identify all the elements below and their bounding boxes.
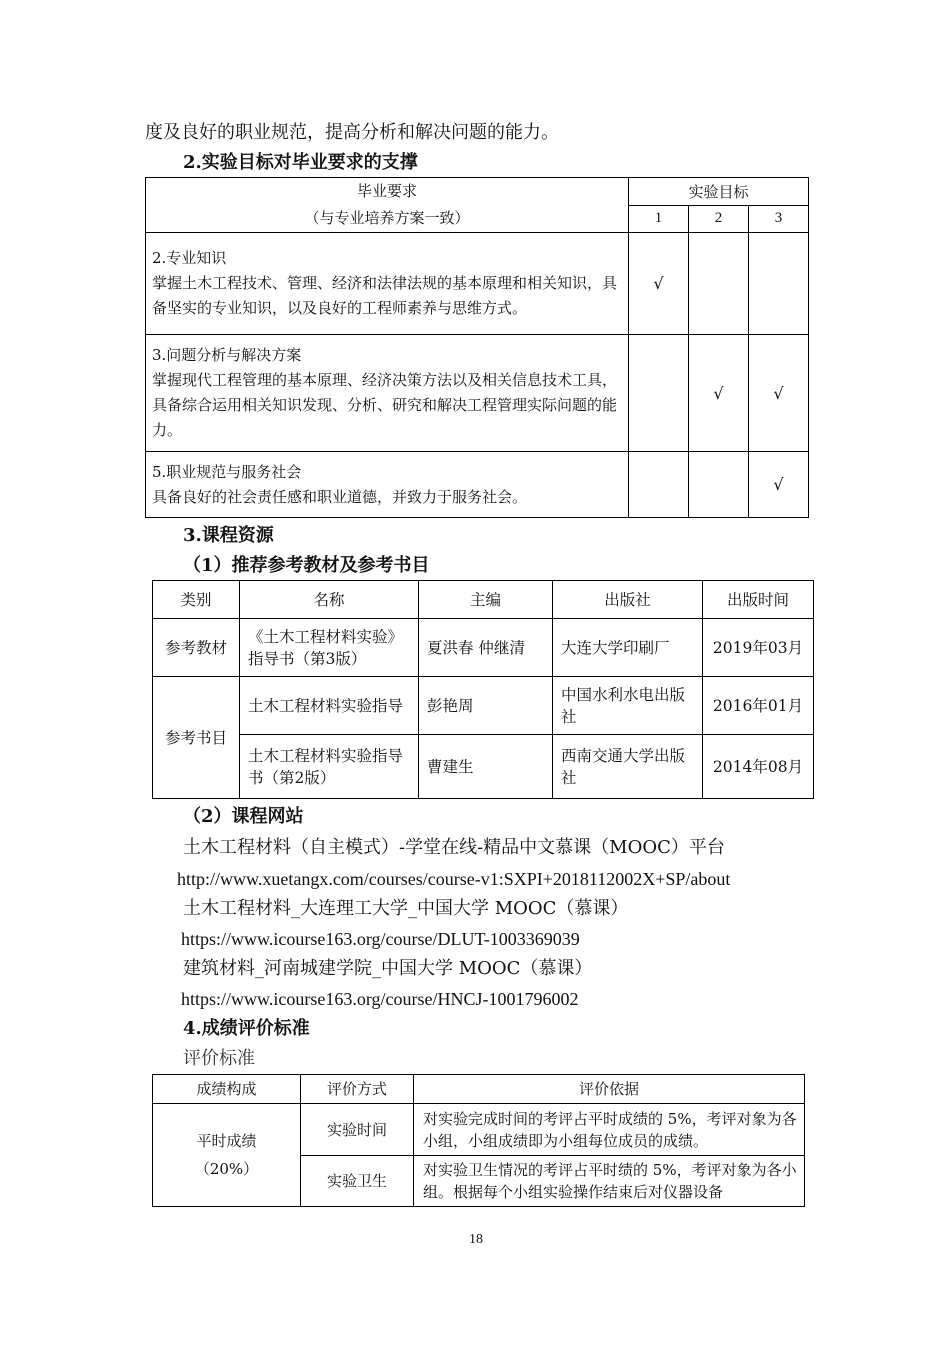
- grade-method: 实验卫生: [301, 1156, 414, 1207]
- table-row: [146, 233, 809, 335]
- req-header-line2: （与专业培养方案一致）: [304, 209, 470, 227]
- site-url-link[interactable]: http://www.xuetangx.com/courses/course-v1:SXPI+2018112002X+SP/about: [177, 869, 731, 889]
- table-row: [153, 677, 814, 735]
- col-header: 出版时间: [703, 581, 814, 619]
- check-mark: [629, 452, 689, 518]
- req-header-line1: 毕业要求: [356, 182, 417, 200]
- site-title: 土木工程材料（自主模式）-学堂在线-精品中文慕课（MOOC）平台: [183, 837, 725, 858]
- req-cell: [146, 335, 629, 452]
- col-header: 评价依据: [414, 1075, 805, 1104]
- websites-subheading: （2）课程网站: [183, 806, 304, 827]
- section-4-heading: 4.成绩评价标准: [183, 1018, 310, 1039]
- book-editor: 彭艳周: [419, 677, 553, 735]
- check-mark: [629, 335, 689, 452]
- req-text: 掌握现代工程管理的基本原理、经济决策方法以及相关信息技术工具，具备综合运用相关知识发现、分析、研究和解决工程管理实际问题的能力。: [152, 371, 618, 439]
- check-mark: [689, 233, 749, 335]
- goals-header: 实验目标: [629, 178, 809, 206]
- section-2-heading: 2.实验目标对毕业要求的支撑: [183, 152, 418, 173]
- site-url-link[interactable]: https://www.icourse163.org/course/HNCJ-1001796002: [181, 989, 579, 1009]
- col-header: 类别: [153, 581, 240, 619]
- site-title: 建筑材料_河南城建学院_中国大学 MOOC（慕课）: [183, 958, 593, 979]
- grading-table: [152, 1074, 805, 1207]
- page-number: 18: [469, 1232, 483, 1247]
- books-table: [152, 580, 814, 799]
- req-cell: [146, 233, 629, 335]
- book-name: 土木工程材料实验指导书（第2版）: [240, 735, 419, 799]
- grade-component-label: 平时成绩: [196, 1132, 257, 1150]
- grade-method: 实验时间: [301, 1104, 414, 1156]
- book-date: 2014年08月: [703, 735, 814, 799]
- goal-col-2: 2: [689, 205, 749, 233]
- req-text: 掌握土木工程技术、管理、经济和法律法规的基本原理和相关知识，具备坚实的专业知识，以及良好的工程师素养与思维方式。: [152, 274, 618, 317]
- intro-text: 度及良好的职业规范，提高分析和解决问题的能力。: [145, 122, 559, 143]
- grade-component-pct: （20%）: [194, 1160, 259, 1178]
- book-editor: 曹建生: [419, 735, 553, 799]
- table-row: [146, 335, 809, 452]
- goal-col-3: 3: [749, 205, 809, 233]
- table-row: [153, 619, 814, 677]
- grade-basis: 对实验完成时间的考评占平时成绩的 5%，考评对象为各小组，小组成绩即为小组每位成员的成绩。: [414, 1104, 805, 1156]
- table-row: [146, 452, 809, 518]
- book-date: 2016年01月: [703, 677, 814, 735]
- book-category: 参考教材: [153, 619, 240, 677]
- req-text: 具备良好的社会责任感和职业道德，并致力于服务社会。: [152, 487, 528, 506]
- book-editor: 夏洪春 仲继清: [419, 619, 553, 677]
- check-mark: [689, 452, 749, 518]
- check-mark: √: [689, 335, 749, 452]
- grade-basis: 对实验卫生情况的考评占平时绩的 5%，考评对象为各小组。根据每个小组实验操作结束后对仪器设备: [414, 1156, 805, 1207]
- req-title: 5.职业规范与服务社会: [152, 462, 302, 481]
- req-title: 2.专业知识: [152, 249, 227, 267]
- req-cell: [146, 452, 629, 518]
- req-title: 3.问题分析与解决方案: [152, 346, 302, 364]
- goal-col-1: 1: [629, 205, 689, 233]
- col-header: 成绩构成: [153, 1075, 301, 1104]
- col-header: 名称: [240, 581, 419, 619]
- check-mark: √: [749, 452, 809, 518]
- site-title: 土木工程材料_大连理工大学_中国大学 MOOC（慕课）: [183, 898, 629, 919]
- book-publisher: 西南交通大学出版社: [553, 735, 703, 799]
- books-subheading: （1）推荐参考教材及参考书目: [183, 555, 430, 576]
- col-header: 评价方式: [301, 1075, 414, 1104]
- col-header: 主编: [419, 581, 553, 619]
- site-url-link[interactable]: https://www.icourse163.org/course/DLUT-1003369039: [181, 929, 580, 949]
- support-table: [145, 177, 809, 518]
- book-publisher: 中国水利水电出版社: [553, 677, 703, 735]
- section-3-heading: 3.课程资源: [183, 525, 274, 546]
- book-date: 2019年03月: [703, 619, 814, 677]
- table-row: [153, 1104, 805, 1156]
- col-header: 出版社: [553, 581, 703, 619]
- grading-subheading: 评价标准: [183, 1048, 255, 1069]
- book-name: 土木工程材料实验指导: [240, 677, 419, 735]
- book-category: 参考书目: [153, 677, 240, 799]
- book-publisher: 大连大学印刷厂: [553, 619, 703, 677]
- check-mark: √: [749, 335, 809, 452]
- book-name: 《土木工程材料实验》指导书（第3版）: [240, 619, 419, 677]
- req-header: [146, 178, 629, 233]
- grade-component: [153, 1104, 301, 1207]
- check-mark: √: [629, 233, 689, 335]
- check-mark: [749, 233, 809, 335]
- table-row: [153, 735, 814, 799]
